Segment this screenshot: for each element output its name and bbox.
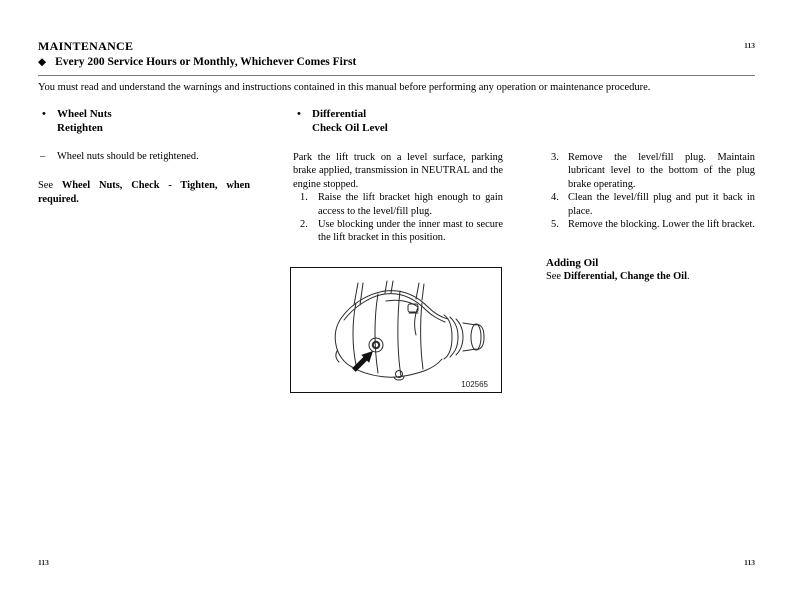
adding-oil-section bbox=[546, 256, 755, 283]
wheel-nuts-heading bbox=[38, 107, 250, 135]
dash-icon: – bbox=[40, 151, 46, 162]
step-item-1 bbox=[293, 191, 503, 218]
wheel-nuts-title: Wheel Nuts bbox=[57, 108, 112, 120]
adding-oil-see-reference bbox=[546, 270, 755, 283]
step-item-3 bbox=[546, 151, 755, 191]
bullet-icon: • bbox=[297, 108, 301, 120]
wheel-nuts-see-reference bbox=[38, 179, 250, 206]
step-number: 2. bbox=[300, 219, 308, 231]
step-item-2 bbox=[293, 218, 503, 245]
step-number: 5. bbox=[551, 219, 559, 231]
step-text: Remove the level/fill plug. Maintain lubricant level to the bottom of the plug brake operating. bbox=[568, 152, 755, 190]
see-suffix: . bbox=[686, 271, 690, 282]
step-text: Remove the blocking. Lower the lift bracket. bbox=[568, 219, 755, 231]
page-title: MAINTENANCE bbox=[38, 39, 134, 53]
figure-number: 102565 bbox=[461, 380, 488, 389]
differential-figure bbox=[290, 267, 502, 393]
step-text: Use blocking under the inner mast to secure the lift bracket in this position. bbox=[318, 219, 503, 244]
step-number: 4. bbox=[551, 192, 559, 204]
step-item-4 bbox=[546, 191, 755, 218]
differential-heading bbox=[293, 107, 503, 135]
differential-column bbox=[293, 107, 503, 245]
wheel-nuts-note bbox=[38, 150, 250, 163]
diamond-bullet-icon: ◆ bbox=[38, 57, 47, 68]
bullet-icon: • bbox=[42, 108, 46, 120]
see-reference-bold: Differential, Change the Oil bbox=[563, 271, 687, 282]
footer-page-number-right: 113 bbox=[744, 558, 755, 567]
section-title: Every 200 Service Hours or Monthly, Whichever Comes First bbox=[55, 56, 357, 68]
intro-paragraph: You must read and understand the warnings and instructions contained in this manual before performing any operation or maintenance procedure. bbox=[38, 82, 651, 93]
differential-intro: Park the lift truck on a level surface, parking brake applied, transmission in NEUTRAL and the engine stopped. bbox=[293, 152, 503, 190]
heading-divider bbox=[38, 75, 755, 76]
see-reference-bold: Wheel Nuts, Check - Tighten, when required. bbox=[38, 180, 250, 205]
wheel-nuts-column bbox=[38, 107, 250, 206]
differential-title: Differential bbox=[312, 108, 367, 120]
wheel-nuts-subtitle: Retighten bbox=[57, 122, 103, 134]
differential-subtitle: Check Oil Level bbox=[312, 122, 388, 134]
see-prefix: See bbox=[546, 271, 562, 282]
adding-oil-title: Adding Oil bbox=[546, 257, 599, 269]
wheel-nuts-note-text: Wheel nuts should be retightened. bbox=[57, 151, 199, 162]
header-page-number: 113 bbox=[744, 41, 755, 50]
step-number: 1. bbox=[300, 192, 308, 204]
step-number: 3. bbox=[551, 152, 559, 163]
step-text: Raise the lift bracket high enough to gain access to the level/fill plug. bbox=[318, 192, 503, 217]
see-prefix: See bbox=[38, 180, 54, 192]
differential-illustration bbox=[290, 267, 502, 393]
step-item-5 bbox=[546, 218, 755, 231]
section-heading bbox=[38, 56, 356, 68]
footer-page-number-left: 113 bbox=[38, 558, 49, 567]
differential-steps-continued bbox=[546, 151, 755, 231]
step-text: Clean the level/fill plug and put it back in place. bbox=[568, 192, 755, 217]
